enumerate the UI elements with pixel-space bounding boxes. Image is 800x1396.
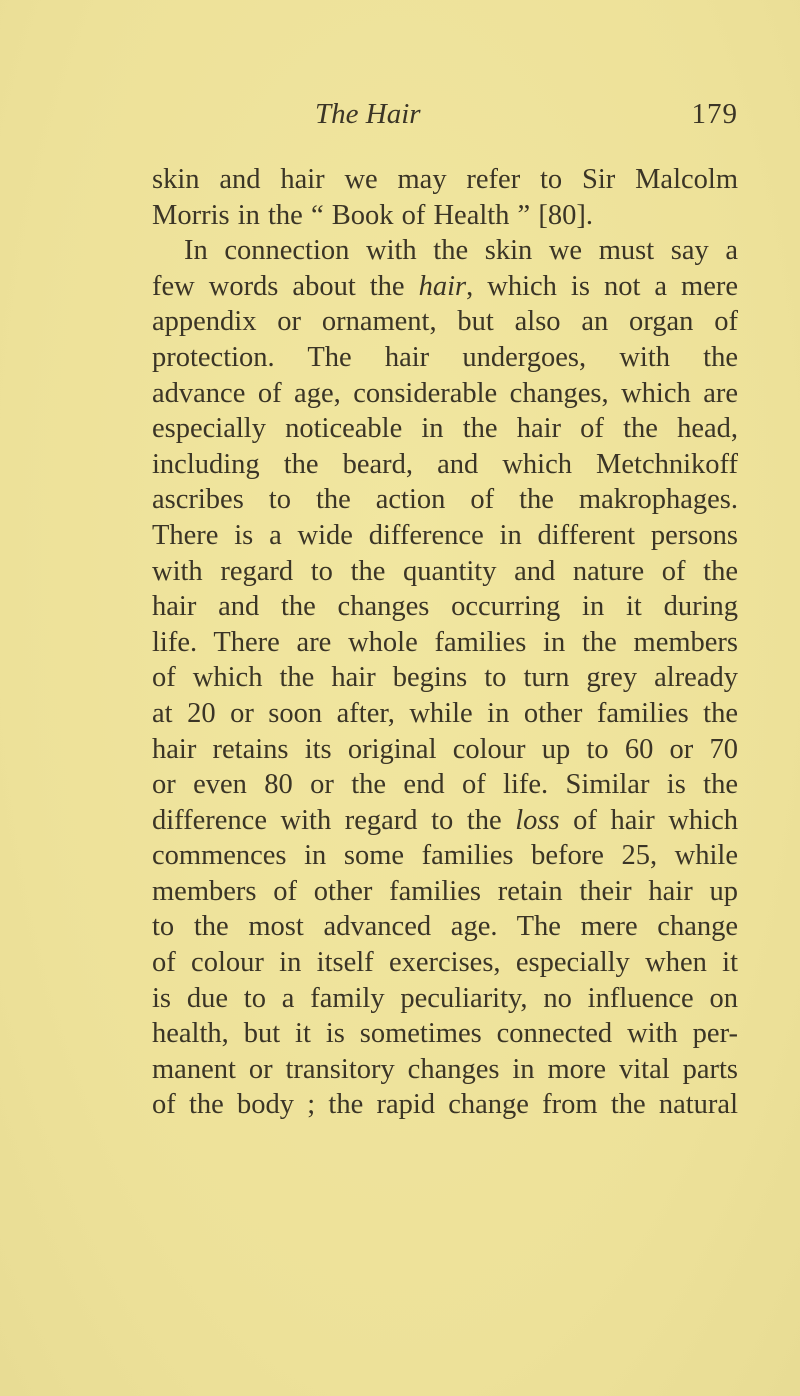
line-text: or even 80 or the end of life. Similar is the [152,769,738,801]
text-line [152,554,738,590]
text-line [152,411,738,447]
text-line [152,803,738,839]
line-text: is due to a family peculiarity, no influence on [152,982,738,1014]
text-line [152,482,738,518]
text-line [152,304,738,340]
text-line [152,162,738,198]
line-text: hair retains its original colour up to 60 or 70 [152,733,738,765]
text-line [152,340,738,376]
running-title: The Hair [315,98,421,130]
line-text: members of other families retain their hair up [152,875,738,907]
line-text: manent or transitory changes in more vital parts [152,1053,738,1085]
line-text: at 20 or soon after, while in other families the [152,697,738,729]
text-line [152,1052,738,1088]
line-text: commences in some families before 25, while [152,840,738,872]
line-text: health, but it is sometimes connected with per- [152,1018,738,1050]
text-line [152,732,738,768]
line-text: advance of age, considerable changes, which are [152,377,738,409]
text-line [152,589,738,625]
text-line [152,625,738,661]
line-text: protection. The hair undergoes, with the [152,341,738,373]
line-text: hair and the changes occurring in it during [152,591,738,623]
line-text: difference with regard to the [152,804,516,836]
line-text: of colour in itself exercises, especially when it [152,947,738,979]
line-text: including the beard, and which Metchnikoff [152,448,738,480]
line-text: In connection with the skin we must say a [184,235,738,267]
text-line [152,981,738,1017]
text-line [152,909,738,945]
italic-word: hair [418,270,467,302]
text-line [152,233,738,269]
text-line [152,838,738,874]
line-text: to the most advanced age. The mere change [152,911,738,943]
text-line [152,198,738,234]
page-number: 179 [691,98,738,130]
line-text: , which is not a mere [466,270,738,302]
body-text [152,162,738,1123]
text-line [152,1087,738,1123]
italic-word: loss [515,804,560,836]
line-text: of the body ; the rapid change from the natural [152,1089,738,1121]
line-text: with regard to the quantity and nature of the [152,555,738,587]
text-line [152,874,738,910]
line-text: life. There are whole families in the members [152,626,738,658]
line-text: Morris in the “ Book of Health ” [80]. [152,199,593,231]
line-text: of hair which [559,804,738,836]
line-text: There is a wide difference in different persons [152,519,738,551]
text-line [152,767,738,803]
line-text: ascribes to the action of the makrophages. [152,484,738,516]
text-line [152,447,738,483]
text-line [152,696,738,732]
text-line [152,945,738,981]
page-header [152,98,738,138]
line-text: skin and hair we may refer to Sir Malcolm [152,164,738,195]
text-line [152,269,738,305]
text-line [152,518,738,554]
text-line [152,376,738,412]
line-text: few words about the [152,270,419,302]
line-text: appendix or ornament, but also an organ of [152,306,738,338]
line-text: of which the hair begins to turn grey already [152,662,738,694]
line-text: especially noticeable in the hair of the head, [152,413,738,445]
text-line [152,660,738,696]
text-line [152,1016,738,1052]
